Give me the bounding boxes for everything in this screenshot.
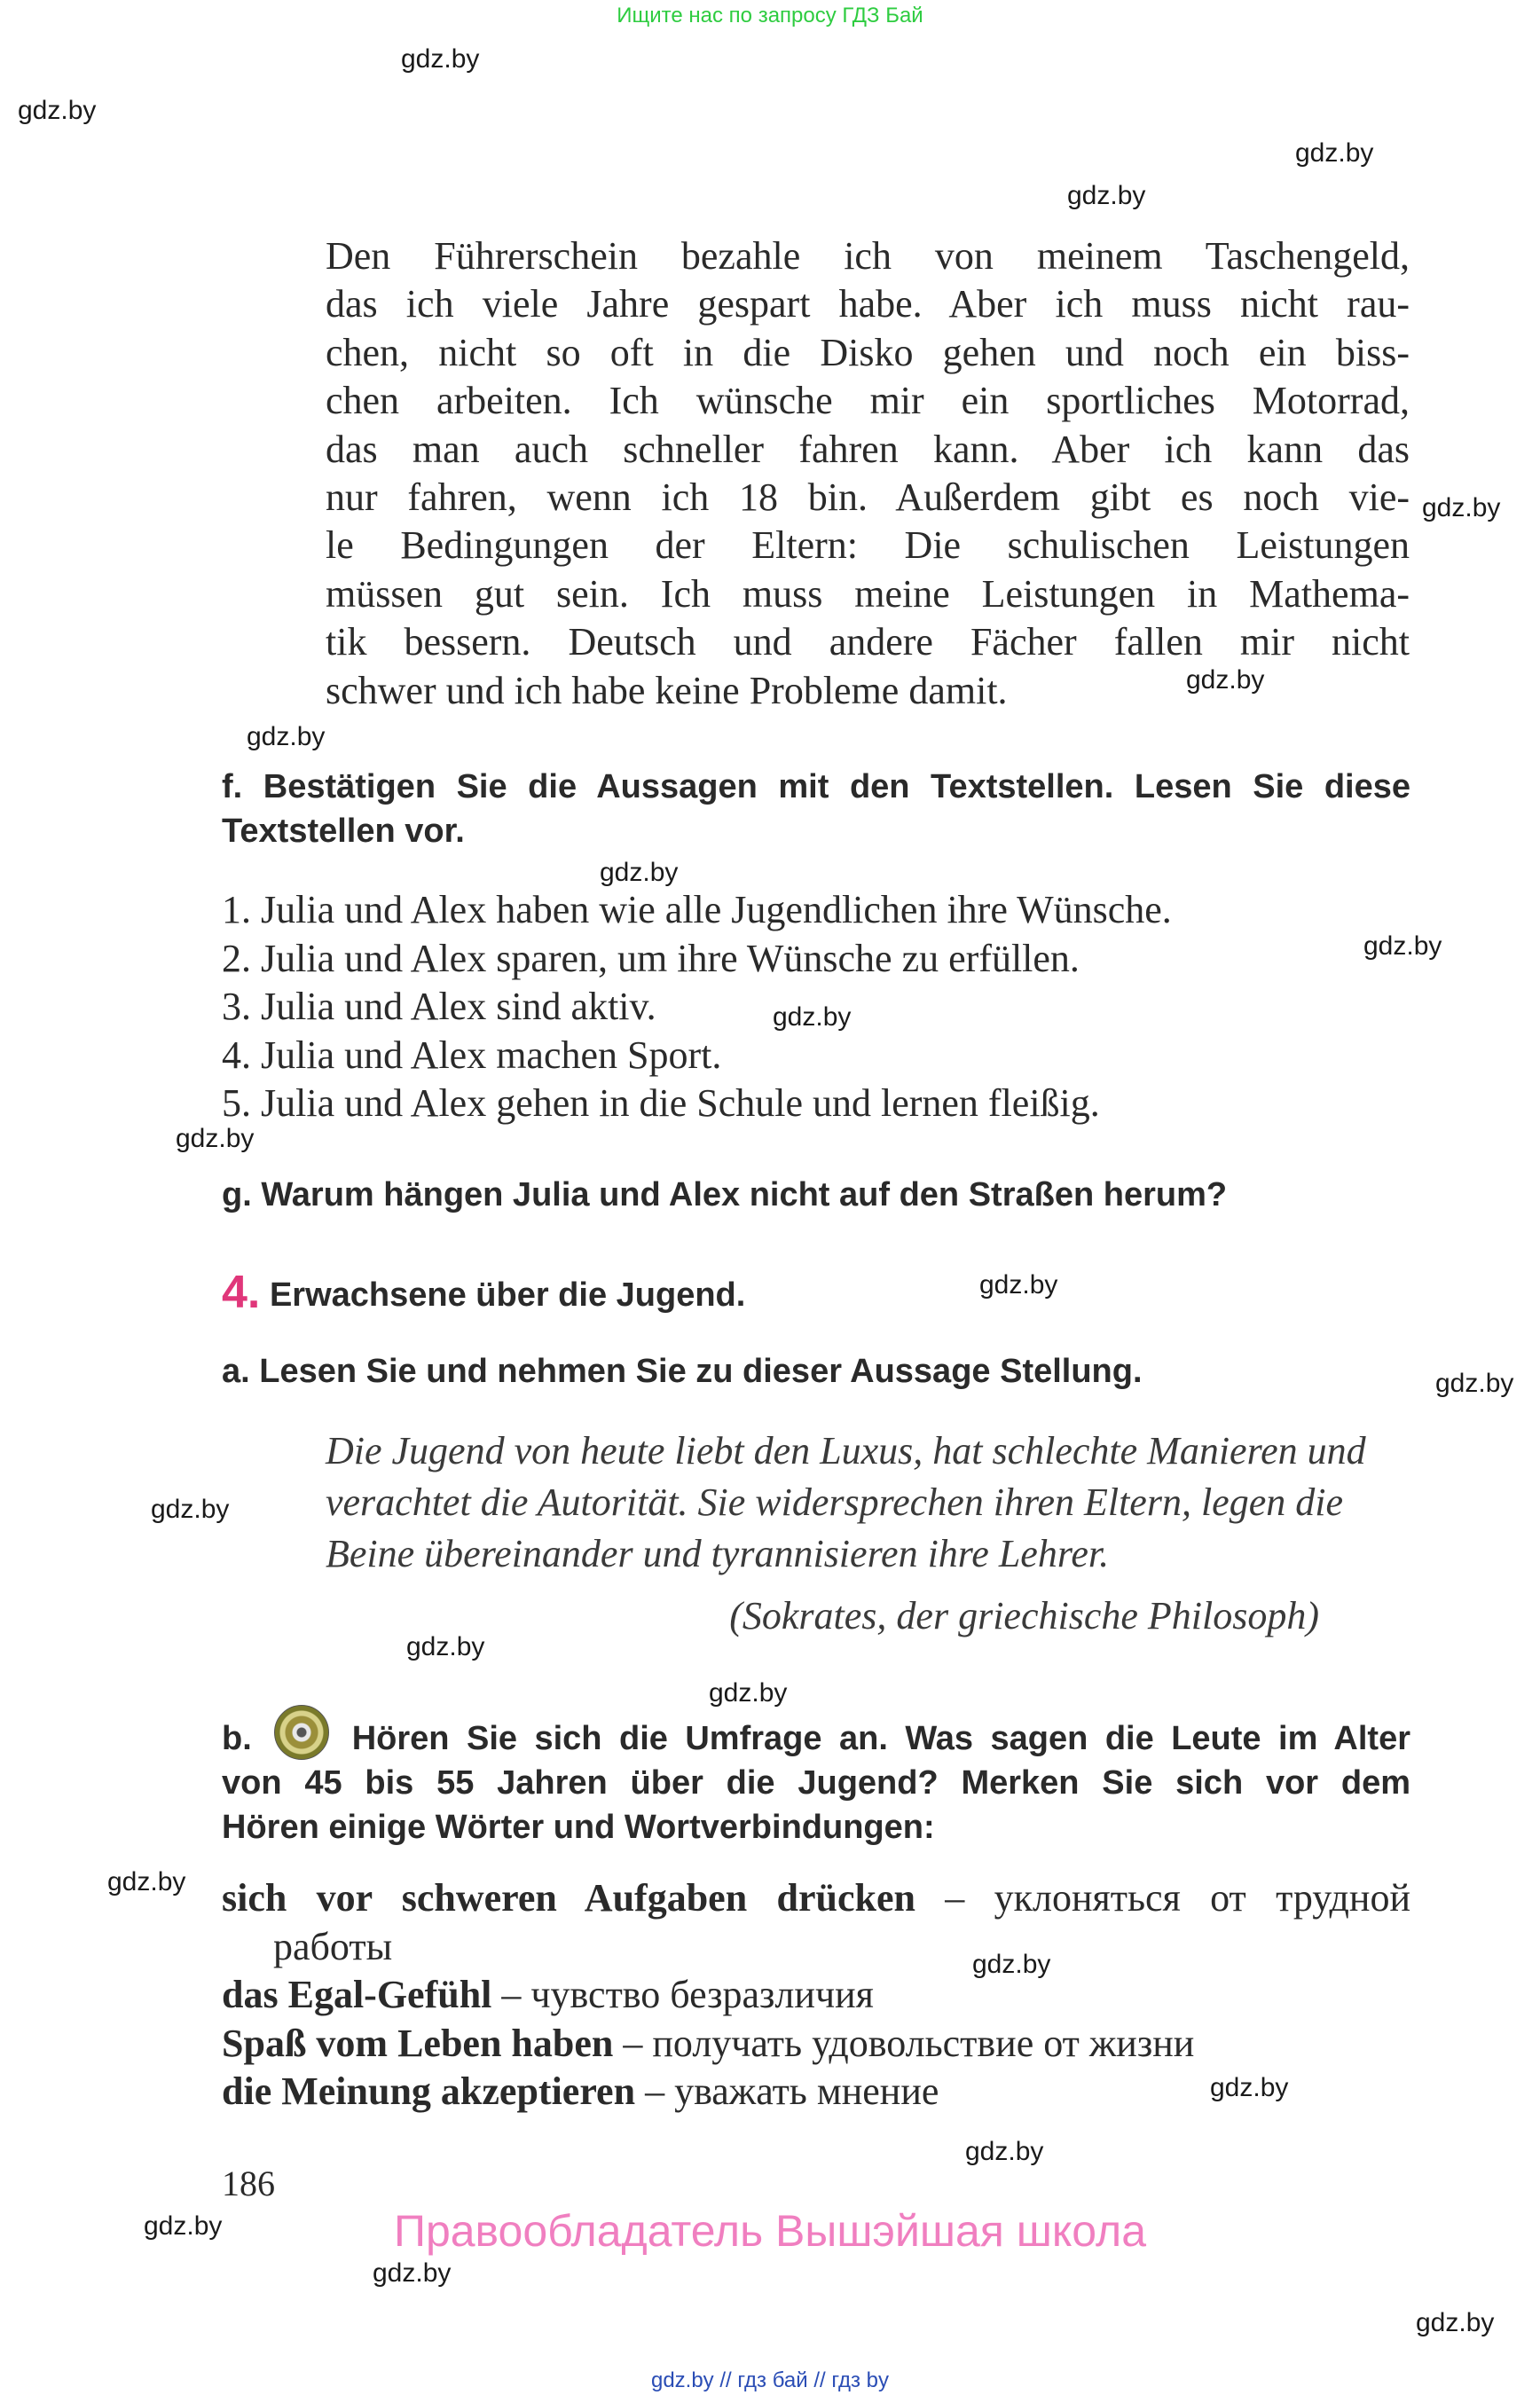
list-item: 2. Julia und Alex sparen, um ihre Wünsche zu erfüllen.: [222, 936, 1080, 980]
watermark: gdz.by: [1186, 665, 1265, 695]
vocab-row-continuation: работы: [273, 1924, 393, 1968]
watermark: gdz.by: [247, 722, 326, 751]
vocab-german: die Meinung akzeptieren: [222, 2069, 636, 2113]
section-number: 4.: [222, 1267, 261, 1318]
watermark: gdz.by: [373, 2258, 452, 2288]
task-g-line: g. Warum hängen Julia und Alex nicht auf den Straßen herum?: [222, 1176, 1228, 1213]
task-b-line: Hören Sie sich die Umfrage an. Was sagen die Leute im Alter: [351, 1720, 1410, 1757]
watermark: gdz.by: [1067, 181, 1146, 210]
task-f-line: f. Bestätigen Sie die Aussagen mit den Textstellen. Lesen Sie diese: [222, 768, 1410, 805]
list-item: 4. Julia und Alex machen Sport.: [222, 1033, 722, 1077]
watermark: gdz.by: [1363, 931, 1442, 961]
watermark: gdz.by: [979, 1270, 1058, 1300]
watermark: gdz.by: [1416, 2308, 1495, 2337]
list-item: 5. Julia und Alex gehen in die Schule und lernen fleißig.: [222, 1081, 1100, 1125]
vocab-russian: – получать удовольствие от жизни: [623, 2021, 1195, 2065]
paragraph-line: tik bessern. Deutsch und andere Fächer fallen mir nicht: [326, 620, 1410, 664]
reading-paragraph: [326, 232, 1410, 715]
paragraph-line: schwer und ich habe keine Probleme damit.: [326, 668, 1008, 712]
task-g: [222, 1173, 1410, 1217]
watermark: gdz.by: [1210, 2073, 1289, 2102]
watermark: gdz.by: [600, 858, 679, 887]
vocab-row: [222, 1971, 1410, 2020]
watermark: gdz.by: [972, 1950, 1051, 1979]
quote-line: Die Jugend von heute liebt den Luxus, hat schlechte Manieren und: [326, 1429, 1366, 1472]
task-b-line: Hören einige Wörter und Wortverbindungen:: [222, 1809, 935, 1846]
page-number: 186: [222, 2163, 275, 2203]
section-title: Erwachsene über die Jugend.: [269, 1276, 746, 1314]
task-a: [222, 1349, 1410, 1394]
paragraph-line: müssen gut sein. Ich muss meine Leistungen in Mathema-: [326, 571, 1410, 616]
paragraph-line: chen, nicht so oft in die Disko gehen und noch ein biss-: [326, 330, 1410, 374]
vocab-russian: – чувство безразличия: [501, 1973, 874, 2016]
watermark: gdz.by: [401, 44, 480, 74]
watermark: gdz.by: [1295, 138, 1374, 168]
vocabulary-list: [222, 1874, 1410, 2116]
watermark: gdz.by: [18, 96, 97, 125]
paragraph-line: Den Führerschein bezahle ich von meinem Taschengeld,: [326, 234, 1410, 278]
watermark: gdz.by: [107, 1867, 186, 1896]
quote-line: Beine übereinander und tyrannisieren ihre Lehrer.: [326, 1532, 1110, 1575]
task-b-line: von 45 bis 55 Jahren über die Jugend? Merken Sie sich vor dem: [222, 1764, 1410, 1802]
paragraph-line: le Bedingungen der Eltern: Die schulischen Leistungen: [326, 523, 1410, 568]
copyright-notice: Правообладатель Вышэйшая школа: [394, 2206, 1146, 2256]
paragraph-line: das man auch schneller fahren kann. Aber ich kann das: [326, 427, 1410, 471]
vocab-row: [222, 1874, 1410, 1923]
watermark: gdz.by: [773, 1002, 852, 1032]
bottom-banner[interactable]: gdz.by // гдз бай // гдз by: [650, 2368, 890, 2392]
cd-audio-icon[interactable]: [274, 1705, 329, 1760]
task-b-prefix: b.: [222, 1720, 252, 1757]
vocab-russian: – уклоняться от трудной: [945, 1876, 1410, 1920]
quote-source: (Sokrates, der griechische Philosoph): [729, 1594, 1319, 1637]
quote-line: verachtet die Autorität. Sie widersprechen ihren Eltern, legen die: [326, 1480, 1343, 1524]
watermark: gdz.by: [965, 2137, 1044, 2166]
watermark: gdz.by: [406, 1632, 485, 1661]
list-item: 3. Julia und Alex sind aktiv.: [222, 985, 656, 1028]
watermark: gdz.by: [151, 1495, 230, 1524]
list-item: 1. Julia und Alex haben wie alle Jugendlichen ihre Wünsche.: [222, 888, 1172, 931]
vocab-russian: – уважать мнение: [645, 2069, 939, 2113]
watermark: gdz.by: [709, 1678, 788, 1708]
section-4-heading: [222, 1267, 1410, 1318]
paragraph-line: nur fahren, wenn ich 18 bin. Außerdem gibt es noch vie-: [326, 475, 1410, 520]
paragraph-line: das ich viele Jahre gespart habe. Aber ich muss nicht rau-: [326, 282, 1410, 326]
watermark: gdz.by: [144, 2211, 223, 2241]
watermark: gdz.by: [1435, 1369, 1514, 1398]
vocab-german: sich vor schweren Aufgaben drücken: [222, 1876, 915, 1920]
paragraph-line: chen arbeiten. Ich wünsche mir ein sportliches Motorrad,: [326, 379, 1410, 423]
task-b: [222, 1705, 1410, 1849]
statements-list: [222, 886, 1419, 1128]
socrates-quote: [326, 1425, 1366, 1642]
watermark: gdz.by: [176, 1124, 255, 1153]
task-f: [222, 765, 1410, 853]
vocab-german: das Egal-Gefühl: [222, 1973, 492, 2016]
task-a-line: a. Lesen Sie und nehmen Sie zu dieser Aussage Stellung.: [222, 1353, 1143, 1390]
top-banner[interactable]: Ищите нас по запросу ГДЗ Бай: [617, 4, 923, 27]
vocab-row: [222, 2020, 1410, 2069]
watermark: gdz.by: [1422, 493, 1501, 522]
vocab-german: Spaß vom Leben haben: [222, 2021, 614, 2065]
vocab-row: [222, 2068, 1410, 2116]
task-f-line: Textstellen vor.: [222, 813, 465, 850]
